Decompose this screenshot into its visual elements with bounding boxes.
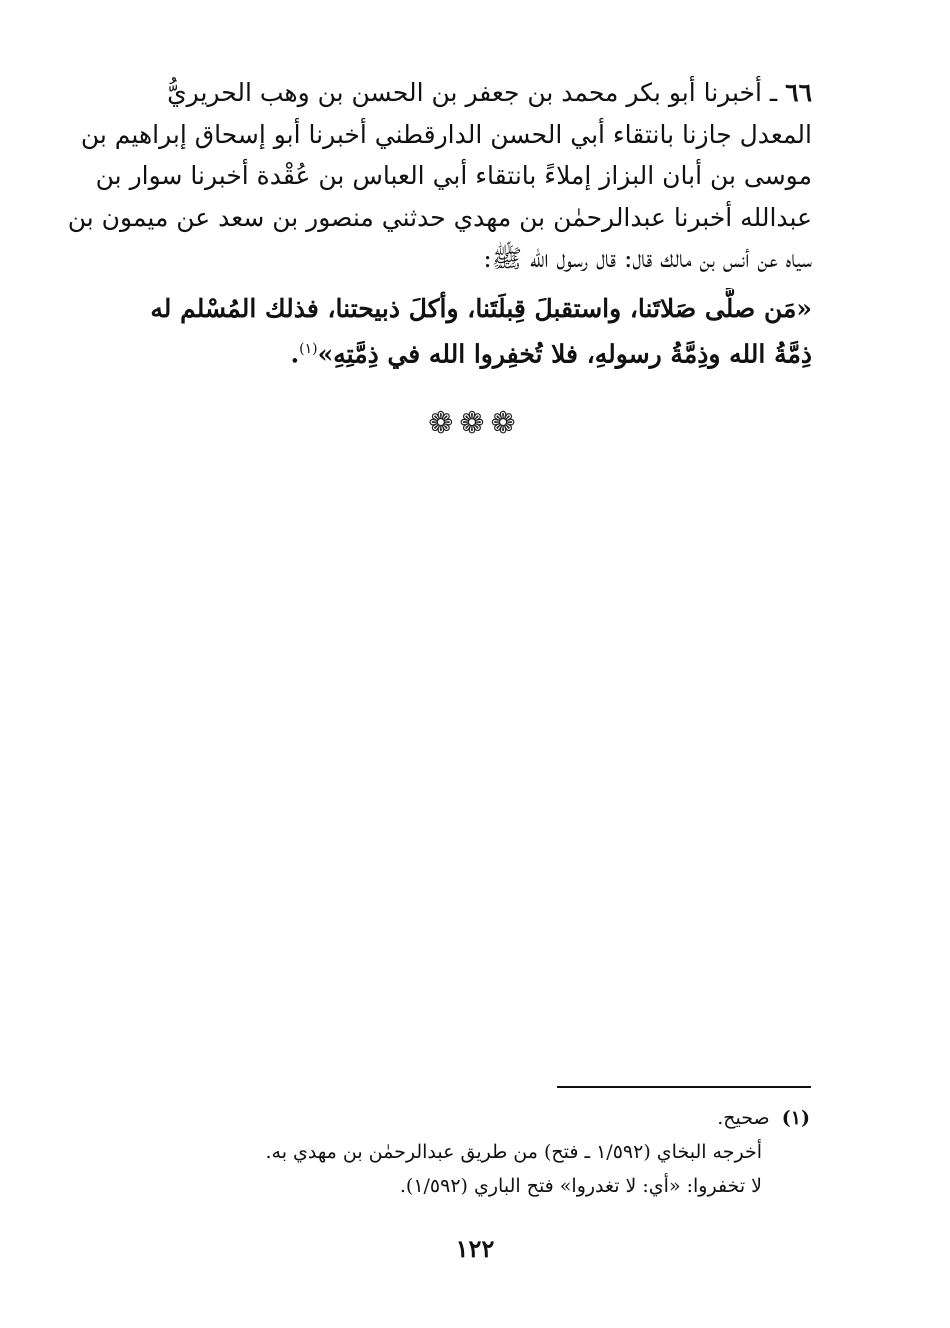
narration-line-3: موسى بن أبان البزاز إملاءً بانتقاء أبي العباس بن عُقْدة أخبرنا سوار بن [95,161,812,190]
footnote-1-gloss: لا تخفروا: «أي: لا تغدروا» فتح الباري (١/٥٩٢). [399,1175,762,1197]
hadith-line-2: ذِمَّةُ الله وذِمَّةُ رسولهِ، فلا تُخفِروا الله في ذِمَّتِهِ»$^{(١)}$. [290,339,812,369]
page-number: ١٢٢ [455,1234,495,1263]
footnotes [200,1101,810,1203]
footnote-divider [557,1086,811,1088]
hadith-number: ٦٦ [785,78,812,107]
footnote-1-grade: (١) صحيح. [717,1107,810,1129]
footnote-marker: (١) [299,341,318,357]
narration-chain [50,72,812,280]
footnote-number: (١) [781,1107,810,1129]
narration-line-4: عبدالله أخبرنا عبدالرحمٰن بن مهدي حدثني منصور بن سعد عن ميمون بن [67,202,812,232]
hadith-text [50,288,812,374]
footnote-1-source: أخرجه البخاي (١/٥٩٢ ـ فتح) من طريق عبدالرحمٰن بن مهدي به. [265,1141,762,1163]
section-divider-ornament: ❁❁❁ [428,406,522,441]
hadith-line-1: «مَن صلَّى صَلاتَنا، واستقبلَ قِبلَتَنا، وأكلَ ذبيحتنا، فذلك المُسْلم له [150,294,812,323]
narration-line-5: سياه عن أنس بن مالك قال: قال رسول الله ﷺ: [483,244,812,273]
narration-line-1: ٦٦ ـ أخبرنا أبو بكر محمد بن جعفر بن الحسن بن وهب الحريريُّ [167,78,812,107]
narration-line-2: المعدل جازنا بانتقاء أبي الحسن الدارقطني أخبرنا أبو إسحاق إبراهيم بن [80,119,812,149]
